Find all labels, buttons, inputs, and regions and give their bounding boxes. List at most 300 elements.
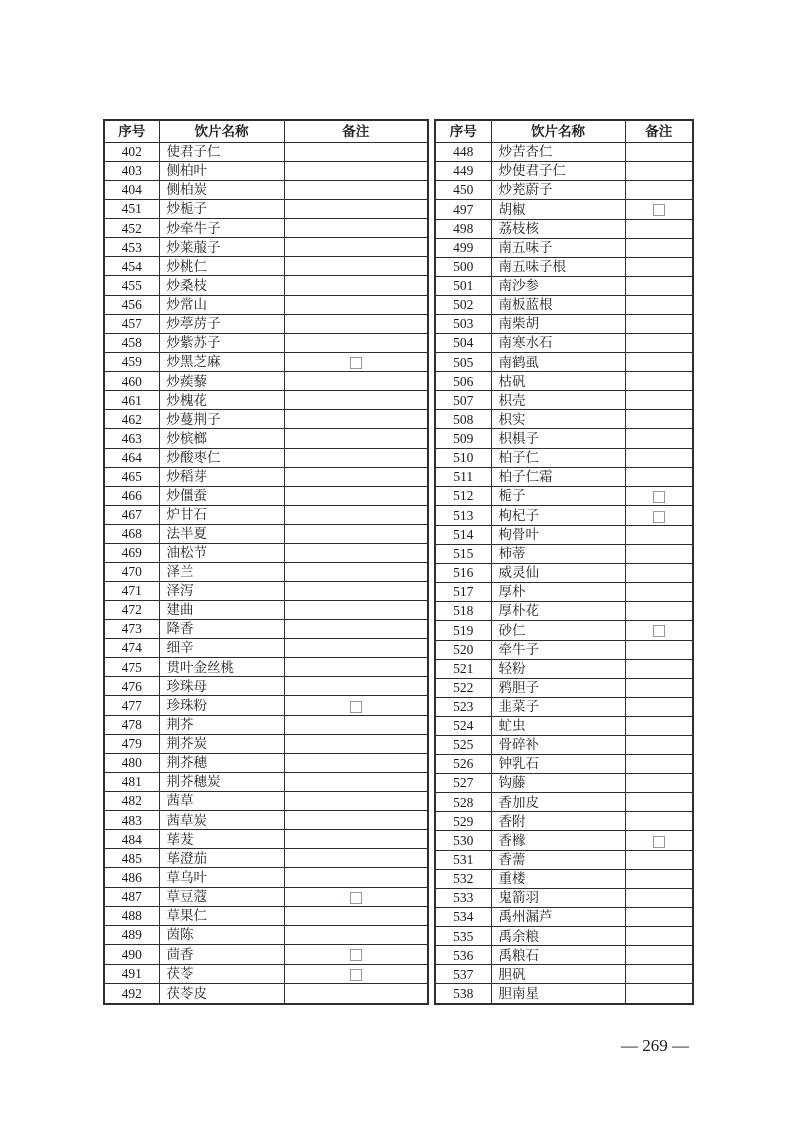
serial-number-cell: 452 — [104, 219, 159, 238]
table-row — [104, 581, 428, 600]
herb-name-cell: 柏子仁 — [491, 448, 625, 467]
table-row — [104, 677, 428, 696]
herb-name-cell: 草果仁 — [159, 907, 284, 926]
serial-number-cell: 482 — [104, 792, 159, 811]
herb-tables-region — [103, 119, 694, 1005]
checkbox-icon — [653, 204, 665, 216]
serial-number-cell: 470 — [104, 562, 159, 581]
serial-number-cell: 402 — [104, 143, 159, 162]
herb-name-cell: 使君子仁 — [159, 143, 284, 162]
serial-number-cell: 527 — [435, 774, 491, 793]
serial-number-cell: 473 — [104, 620, 159, 639]
herb-name-cell: 炒蒺藜 — [159, 372, 284, 391]
table-row — [104, 352, 428, 372]
herb-name-cell: 枳实 — [491, 410, 625, 429]
remark-cell — [625, 315, 693, 334]
serial-number-cell: 458 — [104, 333, 159, 352]
table-row — [435, 257, 693, 276]
herb-name-cell: 炒僵蚕 — [159, 486, 284, 505]
checkbox-icon — [350, 892, 362, 904]
table-row — [435, 908, 693, 927]
table-header-row — [435, 120, 693, 143]
serial-number-cell: 528 — [435, 793, 491, 812]
remark-cell — [625, 965, 693, 984]
table-row — [104, 314, 428, 333]
table-row — [104, 219, 428, 238]
table-row — [435, 889, 693, 908]
table-row — [435, 525, 693, 544]
remark-cell — [284, 314, 428, 333]
table-row — [104, 620, 428, 639]
table-row — [435, 678, 693, 697]
remark-cell — [284, 849, 428, 868]
herb-name-cell: 南沙参 — [491, 276, 625, 295]
serial-number-cell: 485 — [104, 849, 159, 868]
remark-cell — [625, 927, 693, 946]
checkbox-icon — [653, 491, 665, 503]
table-row — [104, 333, 428, 352]
herb-name-cell: 枸杞子 — [491, 506, 625, 526]
table-row — [435, 296, 693, 315]
table-row — [435, 200, 693, 220]
remark-cell — [284, 868, 428, 887]
serial-number-cell: 537 — [435, 965, 491, 984]
serial-number-cell: 522 — [435, 678, 491, 697]
remark-cell — [284, 677, 428, 696]
serial-number-cell: 516 — [435, 563, 491, 582]
table-row — [435, 372, 693, 391]
herb-name-cell: 厚朴花 — [491, 602, 625, 621]
herb-name-cell: 枳壳 — [491, 391, 625, 410]
serial-number-cell: 483 — [104, 811, 159, 830]
remark-cell — [284, 372, 428, 391]
serial-number-cell: 491 — [104, 964, 159, 984]
table-body — [104, 143, 428, 1005]
serial-number-cell: 453 — [104, 238, 159, 257]
table-row — [435, 831, 693, 851]
herb-name-cell: 钟乳石 — [491, 755, 625, 774]
table-row — [104, 276, 428, 295]
table-row — [435, 870, 693, 889]
remark-cell — [625, 429, 693, 448]
remark-cell — [625, 812, 693, 831]
remark-cell — [625, 889, 693, 908]
remark-cell — [625, 506, 693, 526]
serial-number-cell: 501 — [435, 276, 491, 295]
serial-number-cell: 515 — [435, 544, 491, 563]
table-row — [435, 506, 693, 526]
serial-number-cell: 507 — [435, 391, 491, 410]
herb-name-cell: 禹州漏芦 — [491, 908, 625, 927]
serial-number-cell: 514 — [435, 525, 491, 544]
serial-number-cell: 467 — [104, 505, 159, 524]
table-row — [435, 410, 693, 429]
remark-cell — [284, 543, 428, 562]
herb-name-cell: 炒蔓荆子 — [159, 410, 284, 429]
herb-name-cell: 柏子仁霜 — [491, 467, 625, 486]
serial-number-cell: 457 — [104, 314, 159, 333]
herb-name-cell: 胡椒 — [491, 200, 625, 220]
herb-name-cell: 荆芥穗炭 — [159, 773, 284, 792]
remark-cell — [284, 352, 428, 372]
herb-name-cell: 茵陈 — [159, 926, 284, 945]
herb-name-cell: 南板蓝根 — [491, 296, 625, 315]
remark-cell — [284, 238, 428, 257]
remark-cell — [625, 448, 693, 467]
table-row — [435, 181, 693, 200]
table-row — [435, 467, 693, 486]
serial-number-cell: 450 — [435, 181, 491, 200]
table-row — [435, 640, 693, 659]
serial-number-cell: 502 — [435, 296, 491, 315]
herb-name-cell: 鬼箭羽 — [491, 889, 625, 908]
serial-number-cell: 484 — [104, 830, 159, 849]
remark-cell — [625, 717, 693, 736]
table-row — [104, 830, 428, 849]
herb-name-cell: 炒牵牛子 — [159, 219, 284, 238]
table-row — [104, 505, 428, 524]
serial-number-cell: 448 — [435, 143, 491, 162]
serial-number-cell: 481 — [104, 773, 159, 792]
herb-name-cell: 骨碎补 — [491, 736, 625, 755]
table-row — [104, 200, 428, 219]
table-row — [435, 238, 693, 257]
remark-cell — [284, 639, 428, 658]
column-header-remark: 备注 — [625, 120, 693, 143]
remark-cell — [625, 238, 693, 257]
herb-name-cell: 香橼 — [491, 831, 625, 851]
serial-number-cell: 459 — [104, 352, 159, 372]
table-row — [435, 448, 693, 467]
herb-name-cell: 泽泻 — [159, 581, 284, 600]
remark-cell — [284, 887, 428, 907]
serial-number-cell: 500 — [435, 257, 491, 276]
herb-name-cell: 荆芥 — [159, 715, 284, 734]
table-row — [104, 429, 428, 448]
herb-name-cell: 南鹤虱 — [491, 353, 625, 372]
remark-cell — [625, 774, 693, 793]
herb-name-cell: 炒稻芽 — [159, 467, 284, 486]
serial-number-cell: 524 — [435, 717, 491, 736]
serial-number-cell: 478 — [104, 715, 159, 734]
table-row — [104, 792, 428, 811]
table-row — [435, 717, 693, 736]
herb-name-cell: 重楼 — [491, 870, 625, 889]
serial-number-cell: 521 — [435, 659, 491, 678]
herb-name-cell: 厚朴 — [491, 583, 625, 602]
remark-cell — [625, 486, 693, 506]
serial-number-cell: 532 — [435, 870, 491, 889]
page-number: — 269 — — [621, 1036, 689, 1055]
herb-name-cell: 禹余粮 — [491, 927, 625, 946]
serial-number-cell: 468 — [104, 524, 159, 543]
table-row — [104, 984, 428, 1004]
serial-number-cell: 461 — [104, 391, 159, 410]
serial-number-cell: 506 — [435, 372, 491, 391]
herb-name-cell: 香薷 — [491, 850, 625, 869]
remark-cell — [284, 735, 428, 754]
remark-cell — [284, 658, 428, 677]
checkbox-icon — [350, 701, 362, 713]
serial-number-cell: 517 — [435, 583, 491, 602]
table-row — [104, 811, 428, 830]
serial-number-cell: 476 — [104, 677, 159, 696]
table-row — [435, 391, 693, 410]
remark-cell — [625, 640, 693, 659]
herb-name-cell: 炒常山 — [159, 295, 284, 314]
table-row — [435, 755, 693, 774]
serial-number-cell: 477 — [104, 696, 159, 716]
serial-number-cell: 512 — [435, 486, 491, 506]
herb-name-cell: 枸骨叶 — [491, 525, 625, 544]
table-row — [104, 181, 428, 200]
herb-name-cell: 珍珠粉 — [159, 696, 284, 716]
herb-name-cell: 炒桑枝 — [159, 276, 284, 295]
table-row — [435, 850, 693, 869]
herb-name-cell: 禹粮石 — [491, 946, 625, 965]
serial-number-cell: 525 — [435, 736, 491, 755]
table-row — [104, 696, 428, 716]
table-row — [104, 849, 428, 868]
serial-number-cell: 518 — [435, 602, 491, 621]
serial-number-cell: 462 — [104, 410, 159, 429]
serial-number-cell: 509 — [435, 429, 491, 448]
serial-number-cell: 535 — [435, 927, 491, 946]
remark-cell — [625, 296, 693, 315]
checkbox-icon — [653, 836, 665, 848]
table-row — [104, 601, 428, 620]
serial-number-cell: 536 — [435, 946, 491, 965]
serial-number-cell: 508 — [435, 410, 491, 429]
remark-cell — [625, 850, 693, 869]
herb-name-cell: 韭菜子 — [491, 697, 625, 716]
remark-cell — [625, 793, 693, 812]
table-row — [435, 774, 693, 793]
herb-name-cell: 南五味子 — [491, 238, 625, 257]
remark-cell — [284, 984, 428, 1004]
remark-cell — [284, 907, 428, 926]
herb-name-cell: 侧柏炭 — [159, 181, 284, 200]
table-header-row — [104, 120, 428, 143]
table-row — [435, 353, 693, 372]
table-row — [104, 257, 428, 276]
remark-cell — [625, 678, 693, 697]
remark-cell — [625, 219, 693, 238]
herb-name-cell: 虻虫 — [491, 717, 625, 736]
serial-number-cell: 503 — [435, 315, 491, 334]
serial-number-cell: 497 — [435, 200, 491, 220]
herb-name-cell: 茜草炭 — [159, 811, 284, 830]
table-row — [104, 715, 428, 734]
serial-number-cell: 520 — [435, 640, 491, 659]
table-row — [435, 563, 693, 582]
table-row — [435, 429, 693, 448]
table-row — [435, 621, 693, 641]
remark-cell — [625, 372, 693, 391]
table-row — [104, 868, 428, 887]
herb-name-cell: 炒苦杏仁 — [491, 143, 625, 162]
table-row — [104, 448, 428, 467]
serial-number-cell: 486 — [104, 868, 159, 887]
serial-number-cell: 504 — [435, 334, 491, 353]
herb-name-cell: 炉甘石 — [159, 505, 284, 524]
herb-name-cell: 细辛 — [159, 639, 284, 658]
remark-cell — [625, 334, 693, 353]
serial-number-cell: 534 — [435, 908, 491, 927]
herb-name-cell: 茜草 — [159, 792, 284, 811]
remark-cell — [284, 620, 428, 639]
remark-cell — [284, 448, 428, 467]
herb-name-cell: 建曲 — [159, 601, 284, 620]
serial-number-cell: 403 — [104, 162, 159, 181]
table-row — [104, 639, 428, 658]
column-header-serial: 序号 — [435, 120, 491, 143]
herb-name-cell: 炒使君子仁 — [491, 162, 625, 181]
herb-name-cell: 南寒水石 — [491, 334, 625, 353]
serial-number-cell: 533 — [435, 889, 491, 908]
table-row — [435, 583, 693, 602]
remark-cell — [284, 143, 428, 162]
table-row — [104, 773, 428, 792]
checkbox-icon — [350, 949, 362, 961]
remark-cell — [284, 696, 428, 716]
remark-cell — [284, 811, 428, 830]
serial-number-cell: 513 — [435, 506, 491, 526]
remark-cell — [625, 467, 693, 486]
table-row — [104, 486, 428, 505]
remark-cell — [625, 181, 693, 200]
checkbox-icon — [350, 357, 362, 369]
table-row — [435, 793, 693, 812]
herb-name-cell: 炒酸枣仁 — [159, 448, 284, 467]
column-header-herb-name: 饮片名称 — [491, 120, 625, 143]
herb-name-cell: 炒槐花 — [159, 391, 284, 410]
table-row — [104, 372, 428, 391]
remark-cell — [625, 984, 693, 1004]
remark-cell — [284, 162, 428, 181]
herb-name-cell: 油松节 — [159, 543, 284, 562]
serial-number-cell: 404 — [104, 181, 159, 200]
table-row — [435, 697, 693, 716]
serial-number-cell: 511 — [435, 467, 491, 486]
herb-name-cell: 草乌叶 — [159, 868, 284, 887]
table-row — [104, 524, 428, 543]
remark-cell — [625, 697, 693, 716]
remark-cell — [284, 830, 428, 849]
serial-number-cell: 492 — [104, 984, 159, 1004]
table-row — [104, 562, 428, 581]
column-header-herb-name: 饮片名称 — [159, 120, 284, 143]
column-header-serial: 序号 — [104, 120, 159, 143]
herb-name-cell: 牵牛子 — [491, 640, 625, 659]
remark-cell — [625, 410, 693, 429]
table-row — [435, 219, 693, 238]
serial-number-cell: 455 — [104, 276, 159, 295]
table-row — [435, 946, 693, 965]
serial-number-cell: 498 — [435, 219, 491, 238]
checkbox-icon — [653, 625, 665, 637]
herb-name-cell: 茴香 — [159, 945, 284, 965]
herb-table-left — [103, 119, 429, 1005]
table-row — [104, 945, 428, 965]
remark-cell — [625, 946, 693, 965]
herb-name-cell: 炒槟榔 — [159, 429, 284, 448]
remark-cell — [284, 581, 428, 600]
remark-cell — [284, 773, 428, 792]
remark-cell — [284, 562, 428, 581]
herb-name-cell: 茯苓皮 — [159, 984, 284, 1004]
serial-number-cell: 449 — [435, 162, 491, 181]
serial-number-cell: 466 — [104, 486, 159, 505]
herb-name-cell: 侧柏叶 — [159, 162, 284, 181]
remark-cell — [284, 945, 428, 965]
herb-name-cell: 荆芥穗 — [159, 754, 284, 773]
table-row — [104, 238, 428, 257]
table-row — [435, 486, 693, 506]
herb-name-cell: 栀子 — [491, 486, 625, 506]
checkbox-icon — [350, 969, 362, 981]
remark-cell — [284, 792, 428, 811]
serial-number-cell: 456 — [104, 295, 159, 314]
remark-cell — [625, 736, 693, 755]
table-row — [435, 602, 693, 621]
remark-cell — [625, 563, 693, 582]
remark-cell — [625, 831, 693, 851]
herb-name-cell: 炒黑芝麻 — [159, 352, 284, 372]
table-row — [435, 544, 693, 563]
herb-name-cell: 香加皮 — [491, 793, 625, 812]
herb-name-cell: 法半夏 — [159, 524, 284, 543]
herb-table-right — [434, 119, 694, 1005]
table-row — [435, 659, 693, 678]
remark-cell — [284, 333, 428, 352]
serial-number-cell: 454 — [104, 257, 159, 276]
serial-number-cell: 489 — [104, 926, 159, 945]
serial-number-cell: 519 — [435, 621, 491, 641]
remark-cell — [625, 162, 693, 181]
remark-cell — [625, 200, 693, 220]
serial-number-cell: 529 — [435, 812, 491, 831]
serial-number-cell: 523 — [435, 697, 491, 716]
herb-name-cell: 枳椇子 — [491, 429, 625, 448]
remark-cell — [625, 621, 693, 641]
remark-cell — [284, 276, 428, 295]
remark-cell — [625, 391, 693, 410]
herb-name-cell: 鸦胆子 — [491, 678, 625, 697]
table-row — [104, 735, 428, 754]
table-row — [104, 295, 428, 314]
remark-cell — [284, 219, 428, 238]
remark-cell — [284, 181, 428, 200]
remark-cell — [625, 544, 693, 563]
remark-cell — [284, 754, 428, 773]
remark-cell — [625, 583, 693, 602]
remark-cell — [284, 505, 428, 524]
herb-name-cell: 南柴胡 — [491, 315, 625, 334]
table-row — [435, 334, 693, 353]
table-row — [104, 391, 428, 410]
column-header-remark: 备注 — [284, 120, 428, 143]
herb-name-cell: 炒栀子 — [159, 200, 284, 219]
herb-name-cell: 砂仁 — [491, 621, 625, 641]
serial-number-cell: 510 — [435, 448, 491, 467]
remark-cell — [625, 143, 693, 162]
remark-cell — [284, 200, 428, 219]
herb-name-cell: 茯苓 — [159, 964, 284, 984]
remark-cell — [625, 908, 693, 927]
remark-cell — [284, 486, 428, 505]
serial-number-cell: 471 — [104, 581, 159, 600]
